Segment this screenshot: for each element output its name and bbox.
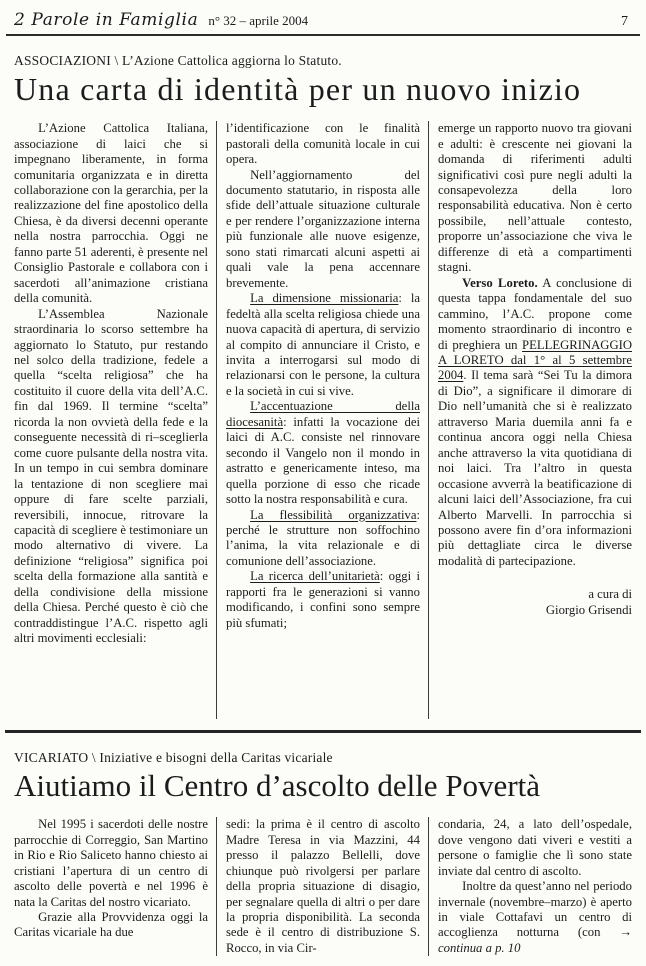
underlined-lead: La dimensione missionaria [250, 291, 399, 306]
article-azione-cattolica [14, 53, 632, 719]
paragraph-text: : perché le strutture non soffochino l’anima, la vita relazionale e di comunione dell’associazione. [226, 507, 420, 568]
masthead-title: 2 Parole in Famiglia [14, 10, 199, 30]
body-paragraph: emerge un rapporto nuovo tra giovani e adulti: è crescente nei giovani la domanda di riferimenti adulti significativi così pure negli adulti la consapevolezza della loro responsabilità educativa. Non è certo possibile, nell’attuale contesto, proporre un’associazione che viva le differenze di età a compartimenti stagni. [438, 121, 632, 275]
body-paragraph: Nell’aggiornamento del documento statutario, in risposta alle sfide dell’attuale situazione culturale e per rendere l’organizzazione interna più funzionale alle nuove esigenze, sono stati rimarcati alcuni aspetti ai quali vale la pena accennare brevemente. [226, 167, 420, 290]
article1-column-1 [14, 121, 208, 719]
article1-columns [14, 121, 632, 719]
body-paragraph: l’identificazione con le finalità pastorali della comunità locale in cui opera. [226, 121, 420, 167]
paragraph-text: . Il tema sarà “Sei Tu la dimora di Dio”, a significare il dimorare di Dio nell’umanità che si è realizzato attraverso Maria duemila anni fa e continua ancora oggi nella Chiesa anche attraverso la vita quotidiana di noi laici. Tra l’altro in questa occasione avverrà la beatificazione di alcuni laici dell’Associazione, fra cui Alberto Marvelli. In parrocchia si possono avere fin d’ora informazioni più dettagliate circa le diverse modalità di partecipazione. [438, 368, 632, 568]
bold-lead: Verso Loreto. [462, 275, 538, 290]
body-paragraph: L’Azione Cattolica Italiana, associazione di laici che si impegnano liberamente, in forma comunitaria organizzata e in diretta collaborazione con la gerarchia, per la realizzazione del fine apostolico della Chiesa, è da diversi decenni operante nella nostra parrocchia. Oggi ne fanno parte 51 aderenti, è presente nel Consiglio Pastorale e collabora con i sacerdoti all’animazione cristiana della comunità. [14, 121, 208, 306]
paragraph-text: : infatti la vocazione dei laici di A.C. consiste nel rinnovare secondo il Vangelo non il mondo in astratto e genericamente inteso, ma quella porzione di esso che ricade sotto la nostra responsabilità e cura. [226, 414, 420, 507]
body-paragraph: Nel 1995 i sacerdoti delle nostre parrocchie di Correggio, San Martino in Rio e Rio Saliceto hanno chiesto ai cristiani l’apertura di un centro di ascolto delle povertà e nel 1996 è nata la Caritas del nostro vicariato. [14, 817, 208, 909]
underlined-lead: L’accentuazione della diocesanità [226, 399, 420, 429]
byline-prefix: a cura di [588, 587, 632, 602]
body-paragraph [226, 569, 420, 631]
byline [438, 587, 632, 618]
article2-column-3 [428, 817, 632, 956]
body-paragraph: condaria, 24, a lato dell’ospedale, dove vengono dati viveri e vestiti a persone o famiglie che lì sono state inviate dal centro di ascolto. [438, 817, 632, 878]
page-number: 7 [621, 14, 628, 29]
body-paragraph [226, 291, 420, 399]
byline-author: Giorgio Grisendi [545, 602, 632, 617]
body-paragraph [226, 508, 420, 570]
article2-column-1 [14, 817, 208, 956]
article1-kicker: ASSOCIAZIONI \ L’Azione Cattolica aggiorna lo Statuto. [14, 53, 342, 68]
article1-headline: Una carta di identità per un nuovo inizio [14, 71, 582, 107]
body-paragraph: Grazie alla Provvidenza oggi la Caritas vicariale ha due [14, 910, 208, 940]
header-rule [6, 34, 640, 36]
pellegrinaggio-underlined-phrase: PELLEGRINAGGIO A LORETO dal 1° al 5 settembre 2004 [438, 337, 632, 383]
underlined-lead: La flessibilità organizzativa [250, 507, 417, 522]
body-paragraph [226, 399, 420, 507]
body-paragraph: L’Assemblea Nazionale straordinaria lo scorso settembre ha aggiornato lo Statuto, pur restando nel solco della tradizione, fedele a quella “scelta religiosa” che ha costituito il cuore della vita dell’A.C. fin dal 1969. Il termine “scelta” ricorda la non ovvietà della fede e la conseguente necessità di ri–sceglierla come cuore pulsante della nostra vita. In un tempo in cui sembra dominare la tentazione di non scegliere mai oppure di fare scelte parziali, reversibili, innocue, ritrovare la capacità di scegliere è testimoniare un modo alternativo di vivere. La definizione “religiosa” significa poi scelta della formazione alla santità e della condivisione della missione della Chiesa. Perché questo è ciò che contraddistingue l’A.C. rispetto agli altri movimenti ecclesiali: [14, 306, 208, 646]
underlined-lead: La ricerca dell’unitarietà [250, 569, 380, 584]
article2-column-2 [216, 817, 420, 956]
article2-columns [14, 817, 632, 956]
paragraph-text: : oggi i rapporti fra le generazioni si vanno modificando, i confini sono sempre più sfumati; [226, 569, 420, 630]
body-paragraph [438, 276, 632, 570]
continua-marker: → continua a p. 10 [438, 925, 632, 955]
article1-column-2 [216, 121, 420, 719]
paragraph-text: A conclusione di questa tappa fondamentale del suo cammino, l’A.C. propone come momento straordinario di incontro e di preghiera un [438, 275, 632, 352]
article1-column-3 [428, 121, 632, 719]
masthead-group [14, 10, 308, 30]
article2-headline: Aiutiamo il Centro d’ascolto delle Povertà [14, 768, 541, 804]
section-divider-rule [5, 730, 641, 733]
paragraph-text: Inoltre da quest’anno nel periodo invernale (novembre–marzo) è aperto in viale Cottafavi un centro di accoglienza notturna (con [438, 879, 632, 940]
article2-kicker: VICARIATO \ Iniziative e bisogni della Caritas vicariale [14, 750, 333, 766]
page-header [14, 10, 632, 30]
article-caritas [14, 750, 632, 956]
body-paragraph: sedi: la prima è il centro di ascolto Madre Teresa in via Mazzini, 44 presso il palazzo Bellelli, dove chiunque può rivolgersi per parlare della propria situazione di disagio, per segnalare quella di altri o per dare la propria disponibilità. La seconda sede è il centro di distribuzione S. Rocco, in via Cir- [226, 817, 420, 955]
issue-info: n° 32 – aprile 2004 [208, 13, 309, 28]
body-paragraph [438, 879, 632, 956]
paragraph-text: : la fedeltà alla scelta religiosa chiede una nuova capacità di apertura, di servizio al compito di annunciare il Cristo, e invita a interrogarsi sul modo di relazionarsi con le persone, la cultura e la società in cui si vive. [226, 291, 420, 398]
